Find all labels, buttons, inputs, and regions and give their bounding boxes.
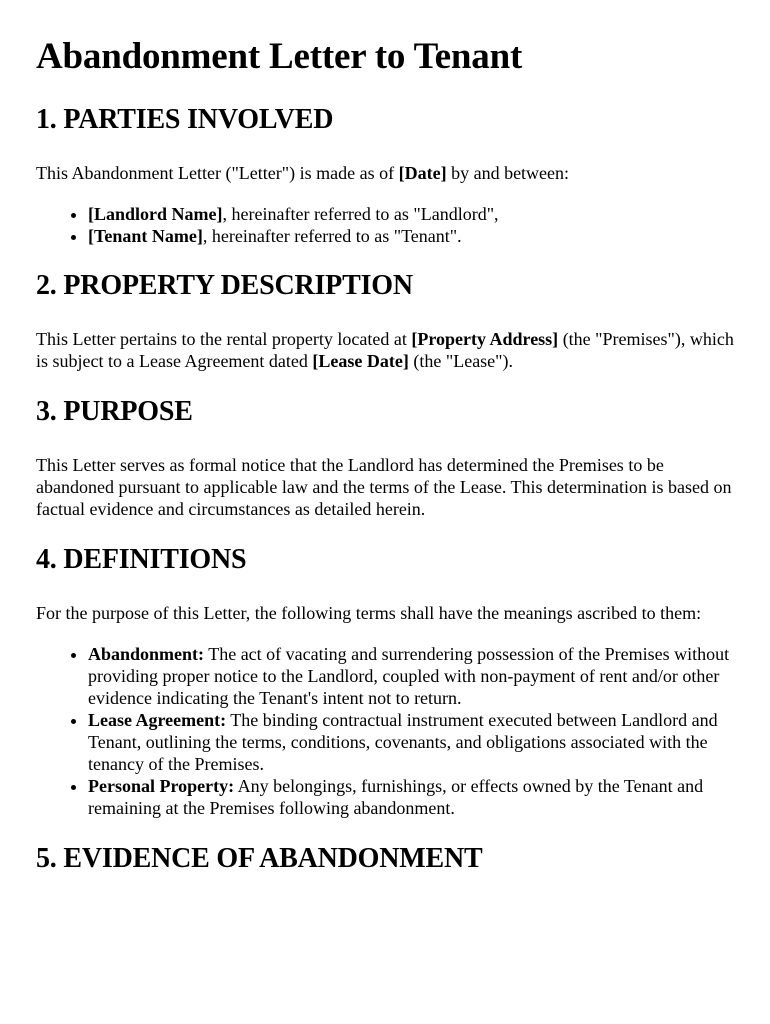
purpose-paragraph: This Letter serves as formal notice that the Landlord has determined the Premises to be abandoned pursuant to applicable law and the terms of the Lease. This determination is based on factual evidence and circumstances as detailed herein. — [36, 455, 732, 519]
definition-text: The act of vacating and surrendering possession of the Premises without providing proper notice to the Landlord, coupled with non-payment of rent and/or other evidence indicating the Tenant's intent not to return. — [88, 644, 730, 708]
definition-item-personal-property — [88, 775, 734, 819]
list-item-text: , hereinafter referred to as "Landlord", — [222, 204, 499, 224]
lease-date-placeholder: [Lease Date] — [312, 351, 409, 371]
parties-intro-pre: This Abandonment Letter ("Letter") is made as of — [36, 163, 399, 183]
definition-term: Abandonment: — [88, 644, 205, 664]
date-placeholder: [Date] — [398, 163, 447, 183]
definitions-intro: For the purpose of this Letter, the following terms shall have the meanings ascribed to them: — [36, 603, 702, 623]
property-text-pre: This Letter pertains to the rental property located at — [36, 329, 412, 349]
section-heading-evidence: 5. EVIDENCE OF ABANDONMENT — [36, 843, 483, 874]
list-item — [88, 225, 734, 247]
parties-list — [36, 203, 734, 247]
section-heading-definitions: 4. DEFINITIONS — [36, 544, 247, 575]
document-title: Abandonment Letter to Tenant — [36, 36, 523, 77]
section-heading-purpose: 3. PURPOSE — [36, 396, 193, 427]
tenant-name-placeholder: [Tenant Name] — [88, 226, 203, 246]
parties-intro — [36, 162, 734, 184]
definition-text: Any belongings, furnishings, or effects owned by the Tenant and remaining at the Premises following abandonment. — [88, 776, 704, 818]
property-paragraph — [36, 328, 734, 372]
section-heading-parties: 1. PARTIES INVOLVED — [36, 104, 334, 135]
definition-item-abandonment — [88, 643, 734, 709]
parties-intro-post: by and between: — [446, 163, 570, 183]
definition-term: Lease Agreement: — [88, 710, 227, 730]
section-heading-property: 2. PROPERTY DESCRIPTION — [36, 270, 413, 301]
landlord-name-placeholder: [Landlord Name] — [88, 204, 223, 224]
property-text-mid: (the "Premises"), which is subject to a Lease Agreement dated — [36, 329, 734, 371]
definition-item-lease-agreement — [88, 709, 734, 775]
definitions-list — [36, 643, 734, 819]
list-item-text: , hereinafter referred to as "Tenant". — [202, 226, 462, 246]
list-item — [88, 203, 734, 225]
definition-term: Personal Property: — [88, 776, 235, 796]
definition-text: The binding contractual instrument executed between Landlord and Tenant, outlining the terms, conditions, covenants, and obligations associated with the tenancy of the Premises. — [88, 710, 718, 774]
property-address-placeholder: [Property Address] — [411, 329, 559, 349]
property-text-post: (the "Lease"). — [408, 351, 514, 371]
